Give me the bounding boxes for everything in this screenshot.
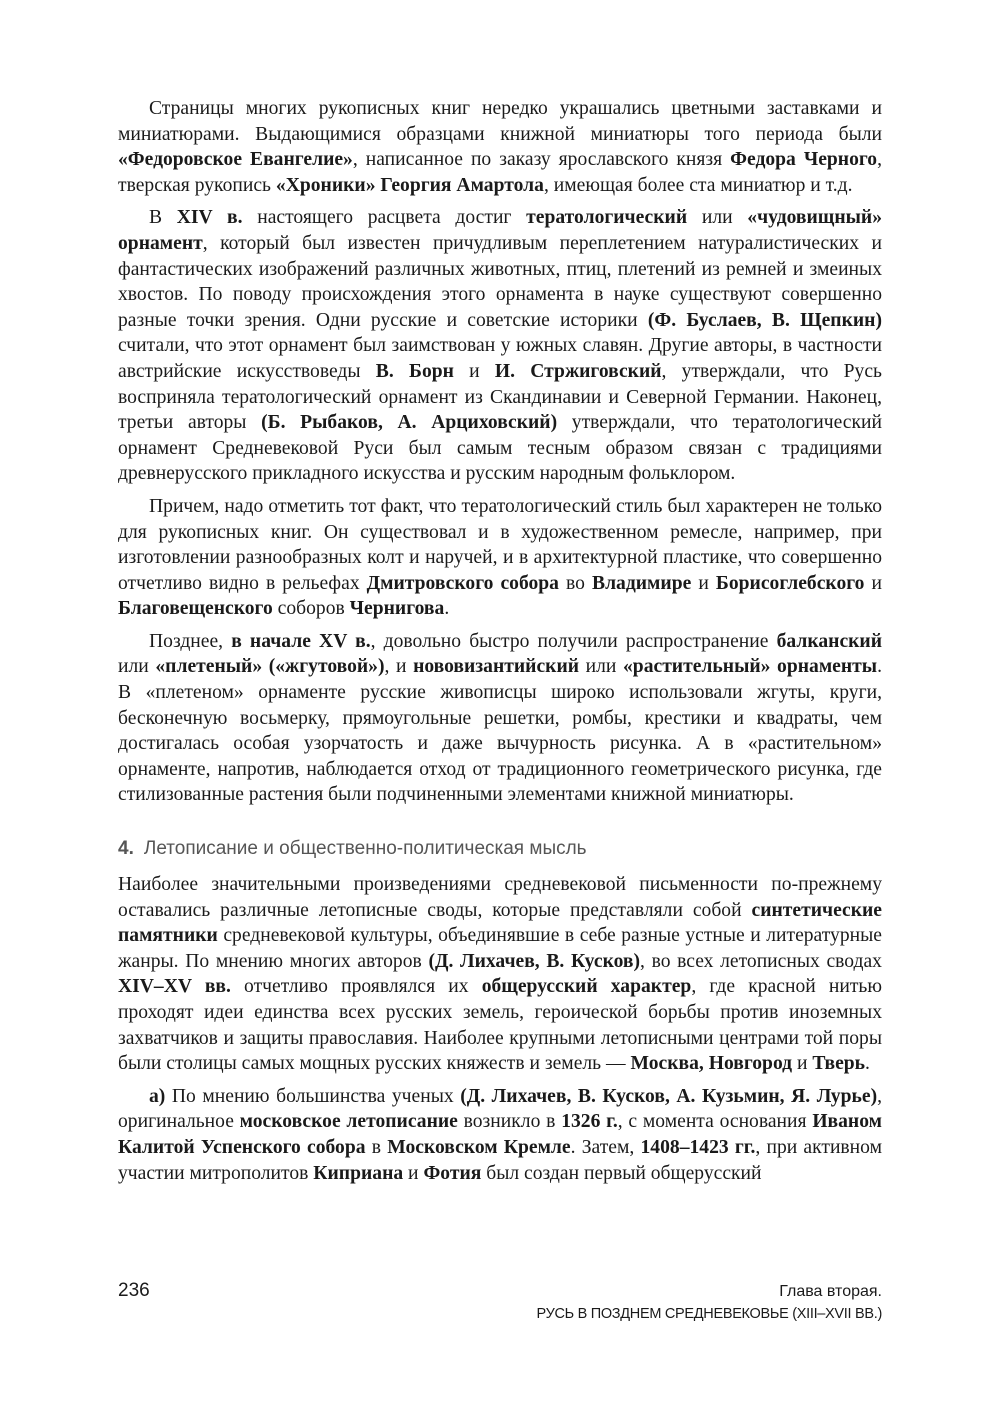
- text: настоящего расцвета достиг: [242, 207, 527, 229]
- paragraph-chronicles: [118, 872, 882, 1077]
- bold-term: Московском Кремле: [387, 1136, 571, 1158]
- bold-term: XIV в.: [176, 207, 243, 229]
- bold-term: (Б. Рыбаков, А. Арциховский): [261, 412, 558, 434]
- bold-term: Владимире: [592, 572, 692, 594]
- bold-term: Дмитровского собора: [366, 572, 559, 594]
- text: считали, что этот орнамент был заимствован у южных славян. Другие авторы, в частности австрийские искусствоведы: [118, 335, 882, 382]
- page-body: [118, 96, 882, 1193]
- bold-term: 1408–1423 гг.: [640, 1136, 756, 1158]
- chapter-label: Глава вторая.: [779, 1283, 882, 1300]
- bold-term: XIV–XV вв.: [118, 976, 231, 998]
- bold-term: «Федоровское Евангелие»: [118, 149, 353, 171]
- paragraph-teratological: [118, 205, 882, 487]
- bold-term: Иваном Калитой Успенского собора: [118, 1111, 882, 1158]
- bold-term: «растительный» орнаменты: [623, 656, 878, 678]
- bold-term: нововизантийский: [413, 656, 580, 678]
- paragraph-miniatures: [118, 96, 882, 198]
- text: .: [865, 1053, 870, 1075]
- section-heading: [118, 837, 882, 861]
- chapter-title: РУСЬ В ПОЗДНЕМ СРЕДНЕВЕКОВЬЕ (XIII–XVII ВВ.): [536, 1306, 882, 1322]
- text: , и: [384, 656, 414, 678]
- text: , имеющая более ста миниатюр и т.д.: [543, 174, 853, 196]
- bold-term: 1326 г.: [561, 1111, 618, 1133]
- text: утверждали, что тератологический орнамент Средневековой Руси был самым тесным образом связан с традициями древнерусского прикладного искусства и русским народным фольклором.: [118, 412, 882, 485]
- section-number: 4.: [118, 838, 134, 860]
- text: , написанное по заказу ярославского князя: [352, 149, 731, 171]
- text: во: [558, 572, 592, 594]
- text: и: [691, 572, 716, 594]
- bold-term: Благовещенского: [118, 598, 273, 620]
- text: . Затем,: [570, 1136, 641, 1158]
- bold-term: «чудовищный» орнамент: [118, 207, 883, 254]
- paragraph-ornaments: [118, 629, 882, 808]
- bold-term: «Хроники» Георгия Амартола: [275, 174, 544, 196]
- running-head: [537, 1280, 882, 1326]
- text: Страницы многих рукописных книг нередко украшались цветными заставками и миниатюрами. Выдающимися образцами книжной миниатюры того периода были: [118, 98, 882, 145]
- paragraph-teratological-style: [118, 494, 882, 622]
- text: и: [403, 1162, 424, 1184]
- text: соборов: [272, 598, 350, 620]
- bold-term: Борисоглебского: [715, 572, 865, 594]
- bold-term: в начале XV в.: [231, 630, 371, 652]
- bold-term: Москва, Новгород: [630, 1053, 793, 1075]
- bold-term: Фотия: [423, 1162, 482, 1184]
- text: . В «плетеном» орнаменте русские живописцы широко использовали жгуты, круги, бесконечную восьмерку, прямоугольные решетки, ромбы, крестики и квадраты, чем достигалась особая узорчатость и даже вычурность рисунка. А в «растительном» орнаменте, напротив, наблюдается отход от традиционного геометрического рисунка, где стилизованные растения были подчиненными элементами книжной миниатюры.: [118, 656, 882, 806]
- text: В: [149, 207, 177, 229]
- bold-term: В. Борн: [375, 360, 454, 382]
- text: в: [365, 1136, 388, 1158]
- text: Наиболее значительными произведениями средневековой письменности по-прежнему оставались различные летописные своды, которые представляли собой: [118, 874, 882, 921]
- text: , при активном участии митрополитов: [118, 1136, 882, 1184]
- bold-term: Федора Черного: [730, 149, 878, 171]
- bold-term: (Ф. Буслаев, В. Щепкин): [647, 309, 882, 331]
- text: , который был известен причудливым переплетением натуралистических и фантастических изображений различных животных, птиц, плетений из ремней и змеиных хвостов. По поводу происхождения этого орнамента в науке существуют совершенно разные точки зрения. Одни русские и советские историки: [118, 232, 882, 331]
- text: возникло в: [457, 1111, 562, 1133]
- text: .: [444, 598, 450, 620]
- text: был создан первый общерусский: [481, 1162, 762, 1184]
- text: или: [687, 207, 748, 229]
- bold-term: синтетические памятники: [118, 899, 882, 947]
- section-title: Летописание и общественно-политическая мысль: [143, 838, 587, 860]
- text: , утверждали, что Русь восприняла тератологический орнамент из Скандинавии и Северной Германии. Наконец, третьи авторы: [118, 360, 882, 434]
- bold-term: (Д. Лихачев, В. Кусков, А. Кузьмин, Я. Лурье): [460, 1085, 878, 1107]
- bold-term: И. Стржиговский: [494, 360, 662, 382]
- text: и: [453, 360, 495, 382]
- text: или: [579, 656, 623, 678]
- text: и: [792, 1053, 813, 1075]
- text: Позднее,: [149, 630, 232, 652]
- text: , где красной нитью проходят идеи единства всех русских земель, героической борьбы против иноземных захватчиков и защиты православия. Наиболее крупными летописными центрами той поры были столицы самых мощных русских княжеств и земель —: [118, 976, 882, 1075]
- text: средневековой культуры, объединявшие в себе разные устные и литературные жанры. По мнению многих авторов: [118, 925, 882, 972]
- text: , довольно быстро получили распространение: [370, 630, 777, 652]
- text: , во всех летописных сводах: [640, 950, 882, 972]
- list-marker: а): [149, 1085, 166, 1107]
- text: , тверская рукопись: [118, 149, 882, 196]
- text: , оригинальное: [118, 1085, 882, 1133]
- text: или: [118, 656, 156, 678]
- bold-term: балканский: [776, 630, 883, 652]
- text: и: [864, 572, 882, 594]
- bold-term: московское летописание: [239, 1111, 458, 1133]
- page-number: 236: [118, 1280, 150, 1301]
- bold-term: тератологический: [526, 207, 688, 229]
- bold-term: Чернигова: [349, 598, 445, 620]
- text: , с момента основания: [617, 1111, 813, 1133]
- paragraph-moscow-chronicle: [118, 1084, 882, 1186]
- text: Причем, надо отметить тот факт, что тератологический стиль был характерен не только для рукописных книг. Он существовал и в художественном ремесле, например, при изготовлении разнообразных колт и наручей, и в архитектурной пластике, что совершенно отчетливо видно в рельефах: [118, 495, 882, 594]
- text: По мнению большинства ученых: [165, 1085, 461, 1107]
- bold-term: «плетеный» («жгутовой»): [155, 656, 385, 678]
- bold-term: Киприана: [313, 1162, 404, 1184]
- bold-term: общерусский характер: [481, 976, 692, 998]
- bold-term: Тверь: [812, 1053, 866, 1075]
- text: отчетливо проявлялся их: [230, 976, 482, 998]
- bold-term: (Д. Лихачев, В. Кусков): [428, 950, 641, 972]
